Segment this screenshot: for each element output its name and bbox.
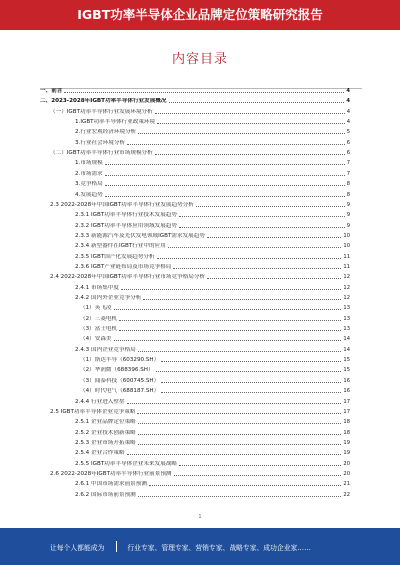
toc-entry-title: （3）闻泰科技（600745.SH）: [80, 377, 160, 384]
dot-leader: [138, 496, 342, 497]
dot-leader: [174, 475, 342, 476]
toc-entry-page: 9: [346, 201, 350, 208]
toc-entry-title: 2.5.2 企业技术创新策略: [75, 429, 136, 436]
toc-entry-title: 2.4.3 国内企业竞争格局: [75, 346, 136, 353]
toc-entry[interactable]: [75, 241, 350, 250]
toc-entry-title: 2.6 2022-2028年IGBT功率半导体行业前景预测: [50, 470, 172, 477]
toc-entry-page: 20: [343, 460, 350, 467]
toc-entry-page: 11: [343, 253, 350, 260]
toc-entry-page: 13: [343, 315, 350, 322]
dot-leader: [138, 434, 342, 435]
toc-entry[interactable]: [75, 448, 350, 457]
dot-leader: [143, 299, 341, 300]
toc-entry-title: （4）安森美: [80, 336, 112, 343]
dot-leader: [114, 309, 342, 310]
dot-leader: [168, 247, 342, 248]
dot-leader: [161, 382, 341, 383]
footer-banner: [0, 528, 400, 565]
dot-leader: [138, 351, 342, 352]
toc-entry-title: （1）英飞凌: [80, 305, 112, 312]
toc-entry[interactable]: [50, 407, 350, 416]
dot-leader: [207, 237, 341, 238]
toc-entry-title: 2.4.4 行业进入壁垒: [75, 398, 125, 405]
toc-entry-page: 17: [343, 408, 350, 415]
toc-entry[interactable]: [75, 490, 350, 499]
toc-entry[interactable]: [80, 386, 350, 395]
toc-entry-title: 2.3 2022-2028年中国IGBT功率半导体行业发展趋势分析: [50, 201, 194, 208]
toc-entry-page: 4: [346, 119, 350, 126]
toc-entry-title: 1.市场规模: [75, 160, 103, 167]
toc-entry[interactable]: [75, 117, 350, 126]
toc-entry[interactable]: [80, 334, 350, 343]
toc-entry-page: 10: [343, 243, 350, 250]
toc-entry[interactable]: [40, 96, 350, 105]
dot-leader: [105, 185, 345, 186]
dot-leader: [138, 133, 344, 134]
toc-entry[interactable]: [80, 314, 350, 323]
toc-entry-title: 2.5.3 企业市场开拓策略: [75, 439, 136, 446]
toc-entry-title: 2.3.2 IGBT功率半导体应用领域发展趋势: [75, 222, 177, 229]
toc-entry-page: 19: [343, 450, 350, 457]
toc-entry-page: 4: [346, 88, 350, 94]
toc-entry[interactable]: [75, 158, 350, 167]
toc-entry-page: 8: [346, 181, 350, 188]
toc-entry-title: （1）斯达半导（603290.SH）: [80, 357, 160, 364]
toc-entry-title: 2.5.5 IGBT功率半导体企业未来发展战略: [75, 460, 177, 467]
toc-entry-title: 1.IGBT功率半导体行业政策环境: [75, 119, 156, 126]
divider: [116, 541, 117, 552]
toc-entry-title: 2.4.1 市场集中度: [75, 284, 119, 291]
toc-entry[interactable]: [75, 428, 350, 437]
dot-leader: [149, 485, 341, 486]
toc-entry-title: 2.3.5 IGBT国产化发展趋势分析: [75, 253, 155, 260]
toc-entry-title: 2.6.1 中国市场需求前景预测: [75, 481, 147, 488]
toc-entry[interactable]: [75, 231, 350, 240]
dot-leader: [105, 164, 345, 165]
toc-entry-page: 4: [346, 98, 350, 105]
toc-entry[interactable]: [80, 324, 350, 333]
report-title: IGBT功率半导体企业品牌定位策略研究报告: [77, 7, 323, 22]
toc-entry[interactable]: [75, 221, 350, 230]
dot-leader: [161, 392, 341, 393]
toc-entry[interactable]: [75, 417, 350, 426]
toc-entry-page: 13: [343, 305, 350, 312]
toc-entry-title: 4.发展趋势: [75, 191, 103, 198]
toc-entry[interactable]: [75, 252, 350, 261]
toc-entry-title: 2.4 2022-2028年中国IGBT功率半导体行业市场竞争格局分析: [50, 274, 206, 281]
toc-entry-title: 3.行业社会环境分析: [75, 139, 126, 146]
footer-slogan-right: 行业专家、管理专家、营销专家、战略专家、成功企业家……: [127, 543, 311, 552]
toc-entry-page: 15: [343, 357, 350, 364]
toc-entry[interactable]: [75, 283, 350, 292]
toc-entry[interactable]: [75, 138, 350, 147]
toc-entry[interactable]: [75, 262, 350, 271]
toc-entry-page: 18: [343, 429, 350, 436]
toc-entry-page: 12: [343, 295, 350, 301]
toc-entry[interactable]: [50, 148, 350, 157]
dot-leader: [157, 258, 342, 259]
toc-entry-title: 2.3.1 IGBT功率半导体行业技术发展趋势: [75, 212, 177, 219]
toc-entry-title: （2）三菱电机: [80, 315, 118, 322]
toc-entry-page: 10: [343, 232, 350, 239]
page-number: 1: [198, 514, 202, 520]
toc-entry-title: 2.市场需求: [75, 170, 103, 177]
dot-leader: [119, 320, 341, 321]
toc-entry[interactable]: [50, 200, 350, 209]
toc-entry-page: 18: [343, 419, 350, 426]
toc-entry-page: 5: [346, 129, 350, 136]
toc-entry-page: 17: [343, 398, 350, 405]
dot-leader: [137, 413, 341, 414]
toc-entry[interactable]: [75, 397, 350, 406]
toc-entry[interactable]: [75, 190, 350, 199]
dot-leader: [155, 113, 345, 114]
toc-entry-page: 15: [343, 367, 350, 374]
toc-entry-page: 7: [346, 170, 350, 177]
toc-entry-page: 12: [343, 284, 350, 291]
toc-entry-title: （2）华润微（688396.SH）: [80, 367, 154, 374]
dot-leader: [64, 92, 344, 93]
toc-entry[interactable]: [75, 169, 350, 178]
toc-entry[interactable]: [75, 345, 350, 354]
toc-entry-page: 12: [343, 274, 350, 281]
toc-entry-title: 2.5 IGBT功率半导体企业竞争策略: [50, 408, 136, 415]
toc-entry[interactable]: [75, 210, 350, 219]
dot-leader: [114, 340, 342, 341]
dot-leader: [173, 268, 341, 269]
dot-leader: [156, 371, 342, 372]
toc-entry[interactable]: [75, 179, 350, 188]
toc-entry-page: 11: [343, 263, 350, 270]
toc-entry-page: 14: [343, 346, 350, 353]
toc-entry-page: 19: [343, 439, 350, 446]
toc-entry-title: 3.竞争格局: [75, 181, 103, 188]
toc-entry-page: 6: [346, 150, 350, 157]
toc-entry-title: 二、2023-2028年IGBT功率半导体行业发展概况: [40, 98, 167, 105]
toc-entry-title: （一）IGBT功率半导体行业发展环境分析: [50, 108, 153, 115]
dot-leader: [127, 403, 342, 404]
dot-leader: [207, 278, 341, 279]
toc-entry-page: 9: [346, 212, 350, 219]
toc-entry-title: 2.3.3 新能源汽车及光伏发电领域IGBT需求发展趋势: [75, 232, 205, 239]
toc-entry-title: （4）时代电气（688187.SH）: [80, 388, 160, 395]
toc-entry-title: 2.3.6 IGBT产业链布局及市场竞争格局: [75, 263, 172, 270]
toc-entry-page: 9: [346, 222, 350, 229]
toc-entry[interactable]: [50, 469, 350, 478]
dot-leader: [105, 175, 345, 176]
toc-entry[interactable]: [40, 86, 350, 95]
toc-entry-page: 6: [346, 139, 350, 146]
dot-leader: [196, 206, 345, 207]
toc-entry-title: 2.6.2 国际市场前景预测: [75, 491, 136, 498]
toc-entry[interactable]: [75, 438, 350, 447]
report-title-banner: [0, 0, 400, 30]
toc-entry[interactable]: [80, 376, 350, 385]
toc-title: 内容目录: [171, 52, 228, 67]
toc-entry-page: 16: [343, 377, 350, 384]
toc-entry-title: 2.3.4 新型器件在IGBT行业中的应用: [75, 243, 166, 250]
dot-leader: [121, 289, 341, 290]
toc-entry-page: 7: [346, 160, 350, 167]
toc-entry-title: 2.5.4 企业合作策略: [75, 450, 125, 457]
dot-leader: [179, 465, 341, 466]
toc-entry-title: 一、前言: [40, 88, 63, 94]
toc-entry-title: （二）IGBT功率半导体行业市场规模分析: [50, 150, 153, 157]
dot-leader: [157, 123, 345, 124]
toc-entry-page: 8: [346, 191, 350, 198]
footer-slogan-left: 让每个人都能成为: [50, 543, 105, 552]
toc-entry[interactable]: [80, 303, 350, 312]
toc-entry[interactable]: [80, 355, 350, 364]
toc-entry[interactable]: [50, 272, 350, 281]
dot-leader: [169, 102, 345, 103]
dot-leader: [127, 454, 342, 455]
toc-entry[interactable]: [80, 365, 350, 374]
toc-entry-title: 2.行业宏观经济环境分析: [75, 129, 137, 136]
toc-entry-title: （3）富士电机: [80, 326, 118, 333]
toc-entry-title: 2.5.1 企业品牌定位策略: [75, 419, 136, 426]
toc-entry-page: 4: [346, 108, 350, 115]
dot-leader: [119, 330, 341, 331]
dot-leader: [127, 144, 345, 145]
toc-entry[interactable]: [75, 293, 350, 302]
dot-leader: [155, 154, 345, 155]
dot-leader: [179, 216, 345, 217]
dot-leader: [138, 444, 342, 445]
toc-entry-page: 14: [343, 336, 350, 343]
dot-leader: [138, 423, 342, 424]
toc-entry[interactable]: [75, 459, 350, 468]
dot-leader: [105, 196, 345, 197]
toc-entry[interactable]: [75, 479, 350, 488]
toc-entry-page: 13: [343, 326, 350, 333]
toc-entry-page: 20: [343, 470, 350, 477]
dot-leader: [161, 361, 341, 362]
toc-entry-title: 2.4.2 国内外企业竞争分析: [75, 295, 142, 301]
toc-entry-page: 21: [343, 481, 350, 488]
toc-entry[interactable]: [75, 127, 350, 136]
toc-entry-page: 16: [343, 388, 350, 395]
toc-entry-page: 22: [343, 491, 350, 498]
toc-entry[interactable]: [50, 107, 350, 116]
dot-leader: [179, 227, 345, 228]
